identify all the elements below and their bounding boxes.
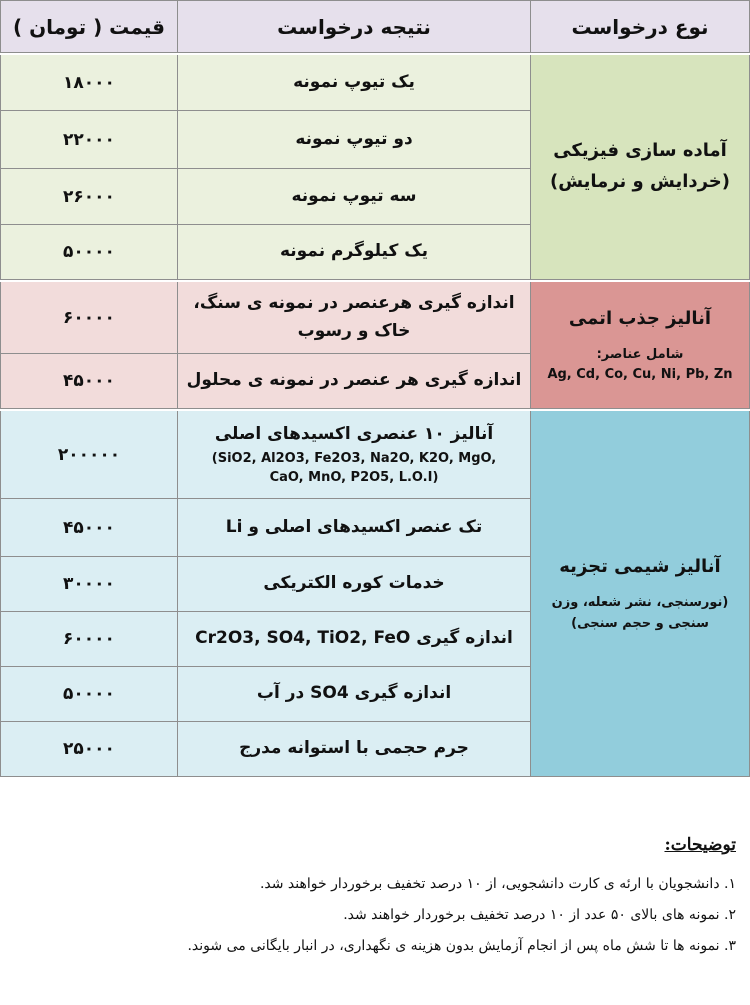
price-value: ۱۸۰۰۰ (63, 72, 115, 93)
service-text (295, 126, 412, 153)
price-cell (0, 55, 178, 111)
price-cell (0, 111, 178, 169)
service-label: خاک و رسوب (297, 320, 411, 341)
category-subtitle-line: Ag, Cd, Co, Cu, Ni, Pb, Zn (547, 367, 733, 383)
service-cell (178, 111, 531, 169)
service-text (193, 290, 514, 344)
service-cell (178, 354, 531, 409)
service-cell (178, 55, 531, 111)
service-label: دو تیوپ نمونه (295, 128, 413, 149)
service-label: سه تیوپ نمونه (291, 185, 417, 206)
service-text (239, 735, 469, 762)
service-label: یک تیوپ نمونه (293, 71, 415, 92)
service-cell (178, 667, 531, 722)
service-label: یک کیلوگرم نمونه (279, 241, 429, 262)
notes-title: توضیحات: (664, 835, 736, 855)
service-cell (178, 722, 531, 777)
service-text (293, 69, 415, 96)
service-text (280, 238, 428, 265)
price-cell (0, 282, 178, 354)
service-label: CaO, MnO, P2O5, L.O.I) (269, 470, 439, 486)
note-item: ۱. دانشجویان با ارئه ی کارت دانشجویی، از ۱۰ درصد تخفیف برخوردار خواهند شد. (259, 876, 736, 892)
service-cell (178, 557, 531, 612)
service-text (195, 625, 513, 652)
note-item: ۲. نمونه های بالای ۵۰ عدد از ۱۰ درصد تخفیف برخوردار خواهند شد. (343, 907, 736, 923)
service-text (226, 514, 482, 541)
price-value: ۳۰۰۰۰ (63, 574, 115, 594)
category-subtitle-line: (نورسنجی، نشر شعله، وزن (551, 595, 729, 610)
service-label: اندازه گیری هر عنصر در نمونه ی محلول (186, 370, 522, 391)
service-label: اندازه گیری Cr2O3, SO4, TiO2, FeO (195, 628, 513, 649)
price-value: ۶۰۰۰۰ (63, 307, 115, 328)
service-cell (178, 225, 531, 280)
header-label: قیمت ( تومان ) (12, 14, 166, 39)
notes-section (46, 835, 736, 962)
header-request-result (178, 0, 531, 53)
price-cell (0, 667, 178, 722)
service-cell (178, 612, 531, 667)
price-cell (0, 354, 178, 409)
header-price (0, 0, 178, 53)
price-value: ۲۰۰۰۰۰ (57, 444, 121, 465)
category-title: آنالیز جذب اتمی (568, 307, 712, 329)
service-text (263, 570, 444, 597)
category-title: آنالیز شیمی تجزیه (559, 556, 721, 578)
service-label: اندازه گیری SO4 در آب (256, 683, 452, 704)
price-value: ۲۲۰۰۰ (63, 129, 115, 150)
service-text (187, 367, 522, 394)
category-subtitle-line: شامل عناصر: (596, 346, 684, 362)
price-cell (0, 225, 178, 280)
service-text (257, 680, 451, 707)
price-cell (0, 411, 178, 499)
price-value: ۲۵۰۰۰ (63, 739, 115, 759)
price-value: ۵۰۰۰۰ (63, 242, 115, 262)
price-cell (0, 169, 178, 225)
price-cell (0, 499, 178, 557)
price-value: ۲۶۰۰۰ (63, 186, 115, 207)
service-text (212, 421, 496, 487)
note-item: ۳. نمونه ها تا شش ماه پس از انجام آزمایش بدون هزینه ی نگهداری، در انبار بایگانی می شوند. (187, 938, 736, 954)
price-value: ۵۰۰۰۰ (63, 684, 115, 704)
price-value: ۴۵۰۰۰ (63, 371, 115, 391)
service-label: آنالیز ۱۰ عنصری اکسیدهای اصلی (214, 424, 494, 445)
category-cell (531, 411, 750, 777)
service-label: اندازه گیری هرعنصر در نمونه ی سنگ، (193, 293, 515, 314)
service-cell (178, 169, 531, 225)
service-label: جرم حجمی با استوانه مدرج (239, 738, 469, 759)
price-cell (0, 612, 178, 667)
category-subtitle (547, 345, 732, 387)
category-subtitle (552, 593, 729, 635)
service-text (291, 183, 416, 210)
header-label: نوع درخواست (571, 14, 709, 39)
service-label: خدمات کوره الکتریکی (263, 573, 445, 594)
header-label: نتیجه درخواست (277, 14, 431, 39)
header-request-type (531, 0, 750, 53)
service-label: تک عنصر اکسیدهای اصلی و Li (225, 516, 483, 537)
service-cell (178, 411, 531, 499)
price-cell (0, 557, 178, 612)
service-cell (178, 282, 531, 354)
price-cell (0, 722, 178, 777)
price-value: ۶۰۰۰۰ (63, 629, 115, 649)
service-label: (SiO2, Al2O3, Fe2O3, Na2O, K2O, MgO, (211, 450, 497, 466)
category-cell (531, 282, 750, 409)
price-value: ۴۵۰۰۰ (63, 517, 115, 538)
category-subtitle-line: سنجی و حجم سنجی) (571, 615, 709, 631)
category-title: آماده سازی فیزیکی (553, 140, 727, 162)
category-title: (خردایش و نرمایش) (549, 171, 731, 192)
service-cell (178, 499, 531, 557)
category-cell (531, 55, 750, 280)
